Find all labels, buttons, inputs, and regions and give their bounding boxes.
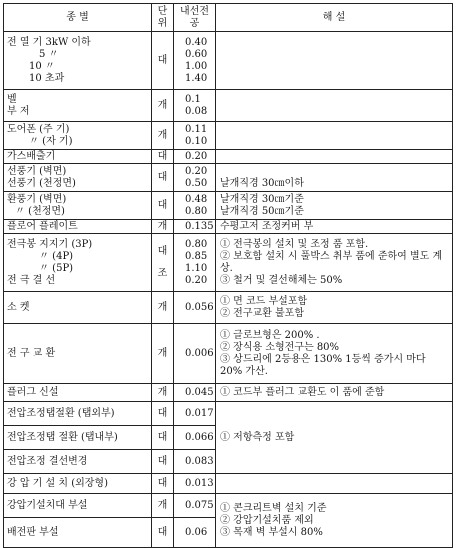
unit-cell: 개	[152, 90, 174, 122]
unit-cell: 개	[152, 122, 174, 150]
labor-value: 0.06	[185, 526, 208, 538]
unit-cell: 대	[152, 426, 174, 450]
header-labor: 내선전공	[174, 4, 216, 32]
labor-value: 0.40	[185, 36, 208, 48]
note-line: ③ 목재 벽 부설시 80%	[220, 526, 323, 538]
unit-cell: 개	[152, 292, 174, 324]
item-label: 전 열 기 3kW 이하	[7, 36, 91, 48]
table-row	[4, 164, 453, 192]
item-label: 강압기설치대 부설	[7, 499, 88, 511]
item-label: 〃 (자 기)	[29, 135, 73, 147]
note-line: ① 코드부 플러그 교환도 이 품에 준함	[220, 386, 385, 398]
unit-cell: 개	[152, 384, 174, 402]
header-unit: 단위	[152, 4, 174, 32]
note-cell	[216, 90, 453, 122]
table-row	[4, 384, 453, 402]
labor-value: 0.045	[185, 386, 214, 398]
table-row	[4, 494, 453, 518]
labor-value: 1.10	[185, 262, 208, 274]
labor-value: 0.48	[185, 193, 208, 205]
item-label: 강 압 기 설 치 (외장형)	[7, 477, 108, 489]
note-line	[220, 166, 449, 178]
labor-value: 0.083	[185, 455, 214, 467]
labor-value: 0.11	[185, 123, 208, 135]
labor-value: 0.066	[185, 431, 214, 443]
table-row	[4, 234, 453, 292]
item-label: 5 〃	[39, 48, 59, 60]
table-row	[4, 150, 453, 164]
unit-cell: 대	[152, 402, 174, 426]
table-row	[4, 292, 453, 324]
note-line: ① 콘크리트벽 설치 기준	[220, 502, 327, 514]
table-row	[4, 220, 453, 234]
unit-cell: 대	[152, 450, 174, 474]
note-line: ② 전구교환 불포함	[220, 307, 304, 319]
unit-cell: 대	[152, 150, 174, 164]
labor-value: 0.017	[185, 407, 214, 419]
note-line: ③ 철거 및 결선해체는 50%	[220, 274, 343, 286]
item-label: 전 극 결 선	[7, 274, 56, 286]
item-label: 전압조정 결선변경	[7, 455, 88, 467]
labor-value: 0.006	[185, 347, 214, 359]
item-label: 전압조정탭 절환 (탭내부)	[7, 431, 118, 443]
unit-cell: 조	[157, 267, 168, 279]
labor-value: 0.50	[185, 177, 208, 189]
note-cell	[216, 32, 453, 90]
item-label: 플러그 신설	[7, 386, 59, 398]
labor-value: 0.056	[185, 301, 214, 313]
note-line: 날개직경 50㎝기준	[220, 205, 304, 217]
item-label: 소 켓	[7, 301, 30, 313]
unit-cell: 대	[152, 192, 174, 220]
item-label: 10 〃	[29, 60, 55, 72]
note-line: 날개직경 30㎝이하	[220, 177, 304, 189]
labor-value: 0.85	[185, 250, 208, 262]
unit-cell: 대	[152, 32, 174, 90]
header-type: 종 별	[4, 4, 152, 32]
labor-value: 0.10	[185, 135, 208, 147]
item-label: 환풍기 (벽면)	[7, 193, 67, 205]
item-label: 가스배출기	[7, 150, 56, 162]
item-label: 도어폰 (주 기)	[7, 123, 70, 135]
note-cell	[216, 150, 453, 164]
table-row	[4, 122, 453, 150]
note-cell	[216, 122, 453, 150]
item-label: 전 구 교 환	[7, 347, 56, 359]
item-label: 부 저	[7, 105, 30, 117]
header-description: 해 설	[216, 4, 453, 32]
unit-cell: 개	[152, 494, 174, 518]
note-line: ② 장식용 소형전구는 80%	[220, 341, 340, 353]
labor-value: 0.1	[185, 93, 201, 105]
item-label: 배전판 부설	[7, 526, 59, 538]
note-line: ① 면 코드 부설포함	[220, 295, 308, 307]
unit-cell: 대	[157, 245, 168, 257]
labor-value: 0.135	[185, 220, 214, 232]
labor-value: 0.20	[185, 165, 208, 177]
table-row	[4, 324, 453, 384]
labor-value: 1.40	[185, 72, 208, 84]
note-line: ① 전극봉의 설치 및 조정 품 포함.	[220, 238, 369, 250]
unit-cell: 개	[152, 220, 174, 234]
item-label: 〃 (천정면)	[15, 205, 65, 217]
item-label: 10 초과	[29, 72, 65, 84]
note-line: ③ 상드리에 2등용은 130% 1등씩 증가시 마다 20% 가산.	[220, 353, 426, 377]
table-row	[4, 32, 453, 90]
note-line: ② 보호함 설치 시 풀박스 취부 품에 준하여 별도 계상.	[220, 250, 443, 274]
item-label: 전극봉 지지기 (3P)	[7, 238, 93, 250]
note-line: ② 강압기설치품 제외	[220, 514, 314, 526]
item-label: 선풍기 (천정면)	[7, 177, 76, 189]
item-label: 선풍기 (벽면)	[7, 165, 67, 177]
unit-cell: 대	[152, 518, 174, 548]
labor-value: 0.075	[185, 499, 214, 511]
item-label: 〃 (5P)	[39, 262, 74, 274]
item-label: 전압조정탭절환 (탭외부)	[7, 407, 115, 419]
table-row	[4, 192, 453, 220]
labor-value: 0.20	[185, 274, 208, 286]
labor-value: 1.00	[185, 60, 208, 72]
table-row	[4, 90, 453, 122]
table-header-row	[4, 4, 453, 32]
labor-value: 0.80	[185, 238, 208, 250]
labor-value: 0.20	[185, 150, 208, 162]
note-line: 수평고저 조정커버 부	[220, 220, 314, 232]
note-line: ① 글로브형은 200% .	[220, 329, 320, 341]
note-line: ① 저항측정 포함	[220, 431, 295, 443]
table-row	[4, 402, 453, 426]
labor-value: 0.013	[185, 477, 214, 489]
unit-cell: 개	[152, 324, 174, 384]
labor-standard-table	[3, 3, 453, 548]
unit-cell: 대	[152, 474, 174, 494]
unit-cell: 대	[152, 164, 174, 192]
note-line: 날개직경 30㎝기준	[220, 193, 304, 205]
table-row	[4, 474, 453, 494]
item-label: 벨	[7, 93, 17, 105]
note-cell	[216, 474, 453, 494]
labor-value: 0.08	[185, 105, 208, 117]
item-label: 〃 (4P)	[39, 250, 74, 262]
labor-value: 0.80	[185, 205, 208, 217]
labor-value: 0.60	[185, 48, 208, 60]
item-label: 플로어 플레이트	[7, 220, 78, 232]
